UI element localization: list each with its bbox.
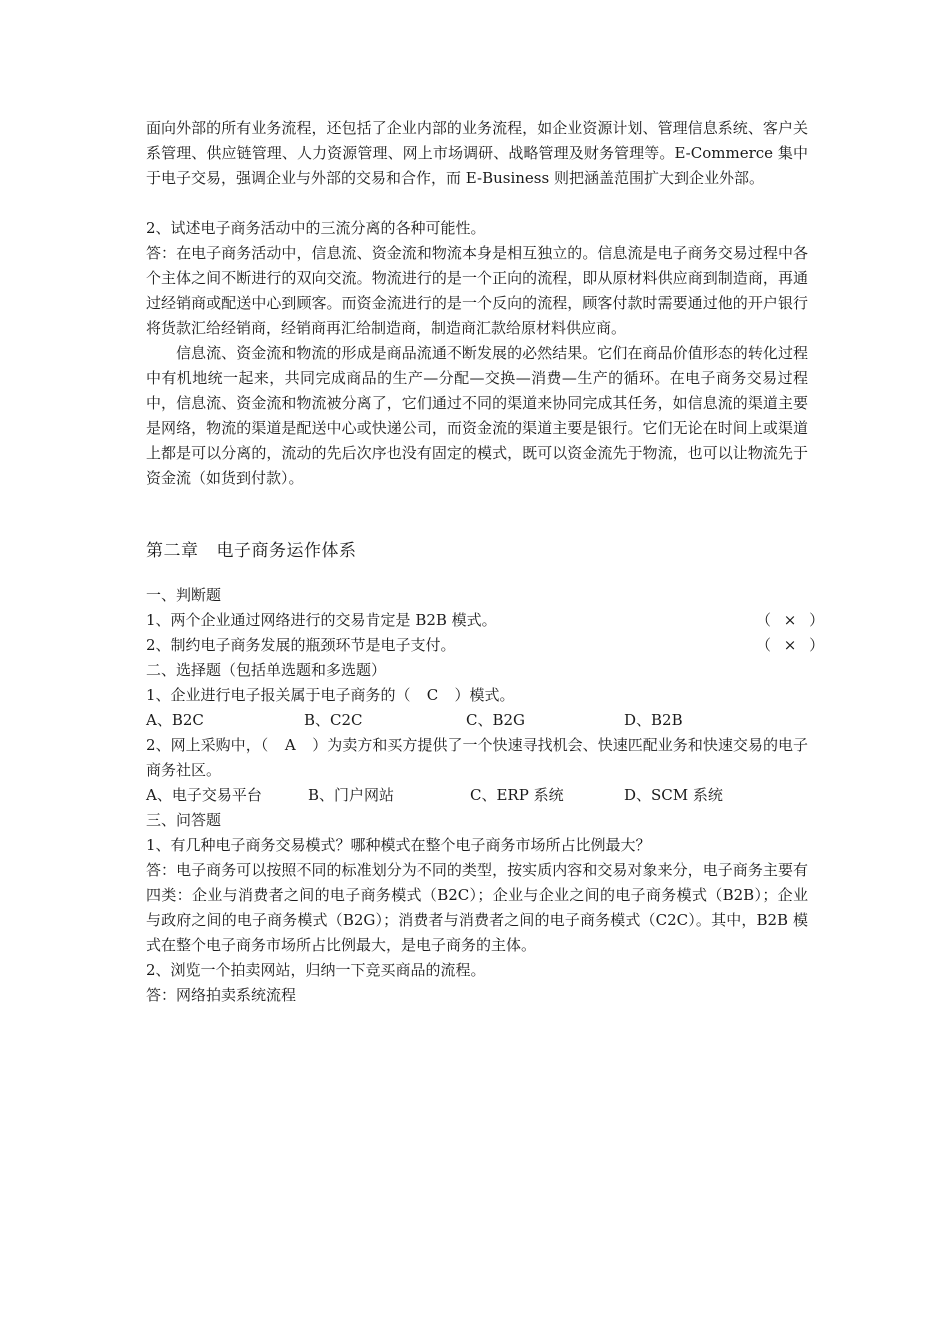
choice-heading: 二、选择题（包括单选题和多选题） [146,661,387,679]
chapter-number: 第二章 [146,541,199,561]
choice-question-2 [146,733,808,783]
judge-item [146,608,829,633]
qa-answer-2: 答：网络拍卖系统流程 [146,986,297,1004]
answer-2-paragraph-1: 答：在电子商务活动中，信息流、资金流和物流本身是相互独立的。信息流是电子商务交易过程中各个主体之间不断进行的双向交流。物流进行的是一个正向的流程，即从原材料供应商到制造商，再通过经销商或配送中心到顾客。而资金流进行的是一个反向的流程，顾客付款时需要通过他的开户银行将货款汇给经销商，经销商再汇给制造商，制造商汇款给原材料供应商。 [146,244,808,337]
choice-question-2-prefix: 2、网上采购中，（ [146,736,269,754]
judge-item-text: 1、两个企业通过网络进行的交易肯定是 B2B 模式。 [146,611,497,629]
option-c: C、ERP 系统 [470,786,564,804]
judge-item-mark: （ × ） [756,636,829,654]
option-a: A、电子交易平台 [146,786,262,804]
option-a: A、B2C [146,711,204,729]
judge-heading: 一、判断题 [146,586,222,604]
option-c: C、B2G [466,711,526,729]
choice-question-2-answer: A [284,736,296,754]
choice-question-1-prefix: 1、企业进行电子报关属于电子商务的（ [146,686,411,704]
question-2-title: 2、试述电子商务活动中的三流分离的各种可能性。 [146,219,486,237]
qa-question-2: 2、浏览一个拍卖网站，归纳一下竞买商品的流程。 [146,961,486,979]
option-d: D、B2B [624,711,683,729]
choice-question-1 [146,683,808,708]
chapter-heading [146,537,808,565]
option-d: D、SCM 系统 [624,786,723,804]
qa-question-1: 1、有几种电子商务交易模式？哪种模式在整个电子商务市场所占比例最大？ [146,836,651,854]
qa-answer-1: 答：电子商务可以按照不同的标准划分为不同的类型，按实质内容和交易对象来分，电子商务主要有四类：企业与消费者之间的电子商务模式（B2C）；企业与企业之间的电子商务模式（B2B）；企业与政府之间的电子商务模式（B2G）；消费者与消费者之间的电子商务模式（C2C）。其中，B2B 模式在整个电子商务市场所占比例最大，是电子商务的主体。 [146,861,808,954]
choice-question-1-suffix: ）模式。 [454,686,515,704]
chapter-title: 电子商务运作体系 [216,541,357,561]
choice-question-2-suffix: ）为卖方和买方提供了一个快速寻找机会、快速匹配业务和快速交易的电子商务社区。 [146,736,808,779]
qa-heading: 三、问答题 [146,811,222,829]
answer-2-paragraph-2: 信息流、资金流和物流的形成是商品流通不断发展的必然结果。它们在商品价值形态的转化过程中有机地统一起来，共同完成商品的生产—分配—交换—消费—生产的循环。在电子商务交易过程中，信息流、资金流和物流被分离了，它们通过不同的渠道来协同完成其任务，如信息流的渠道主要是网络，物流的渠道是配送中心或快递公司，而资金流的渠道主要是银行。它们无论在时间上或渠道上都是可以分离的，流动的先后次序也没有固定的模式，既可以资金流先于物流，也可以让物流先于资金流（如货到付款）。 [146,344,808,487]
paragraph-gap [146,191,808,216]
judge-item-text: 2、制约电子商务发展的瓶颈环节是电子支付。 [146,636,456,654]
judge-item [146,633,829,658]
choice-question-1-options [146,708,808,733]
option-b: B、门户网站 [308,786,395,804]
document-page [146,116,829,1008]
paragraph-gap [146,491,808,516]
option-b: B、C2C [304,711,363,729]
judge-item-mark: （ × ） [756,611,829,629]
choice-question-1-answer: C [426,686,439,704]
intro-paragraph: 面向外部的所有业务流程，还包括了企业内部的业务流程，如企业资源计划、管理信息系统、客户关系管理、供应链管理、人力资源管理、网上市场调研、战略管理及财务管理等。E-Commerce 集中于电子交易，强调企业与外部的交易和合作，而 E-Business 则把涵盖范围扩大到企业外部。 [146,119,808,187]
choice-question-2-options [146,783,808,808]
